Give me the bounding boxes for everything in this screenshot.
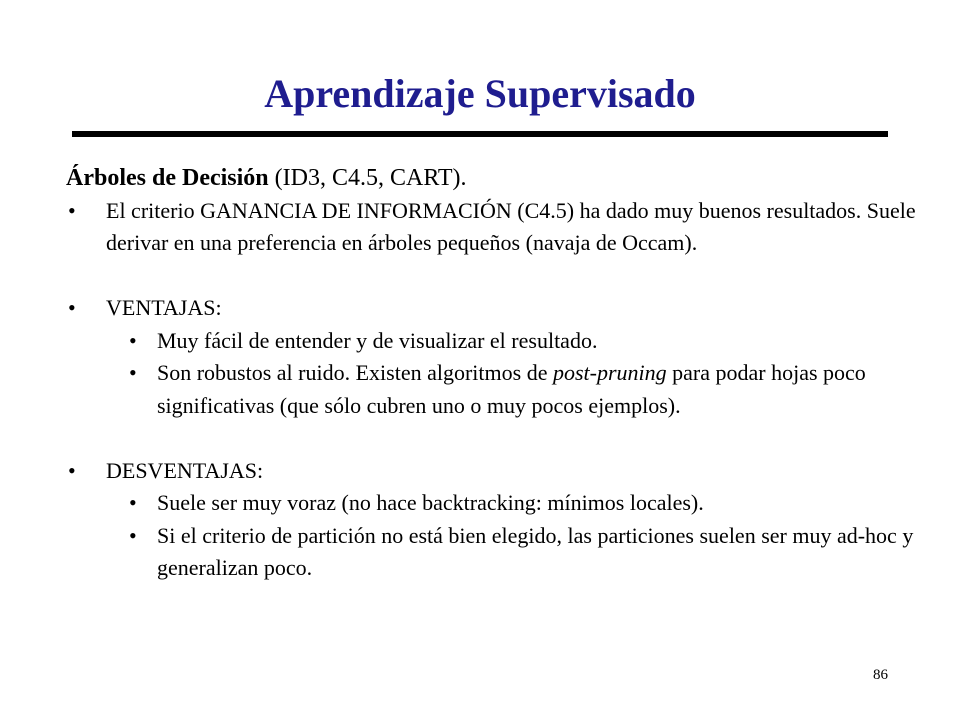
slide-title: Aprendizaje Supervisado (264, 71, 696, 116)
sub-item-text-before: Son robustos al ruido. Existen algoritmos de (157, 360, 553, 385)
sub-item-text: Suele ser muy voraz (no hace backtracking: mínimos locales). (157, 490, 704, 515)
sub-item-desventaja-2 (66, 520, 916, 585)
title-underline (72, 131, 888, 137)
bullet-item-desventajas (66, 455, 916, 488)
bullet-item-criterio (66, 195, 916, 260)
section-heading-rest: (ID3, C4.5, CART). (268, 165, 467, 191)
spacer (66, 422, 916, 455)
sub-item-text: Muy fácil de entender y de visualizar el resultado. (157, 327, 598, 353)
sub-item-text-after: para podar hojas poco significativas (que sólo cubren uno o muy pocos ejemplos). (157, 360, 866, 418)
bullet-icon: • (129, 327, 137, 353)
sub-item-text-italic: post-pruning (552, 360, 667, 385)
sub-item-desventaja-1 (66, 487, 916, 520)
sub-item-ventaja-2 (66, 357, 916, 422)
slide-body (66, 162, 916, 585)
spacer (66, 260, 916, 293)
page-number: 86 (873, 667, 888, 683)
bullet-icon: • (68, 457, 76, 483)
bullet-icon: • (68, 295, 76, 320)
ventajas-label: VENTAJAS: (106, 295, 222, 320)
bullet-item-text: El criterio GANANCIA DE INFORMACIÓN (C4.5) ha dado muy buenos resultados. Suele derivar en una preferencia en árboles pequeños (navaja de Occam). (106, 197, 916, 255)
sub-item-text: Si el criterio de partición no está bien elegido, las particiones suelen ser muy ad-hoc y generalizan poco. (157, 522, 914, 580)
bullet-icon: • (129, 490, 137, 515)
bullet-icon: • (129, 522, 137, 548)
sub-item-ventaja-1 (66, 325, 916, 358)
bullet-item-ventajas (66, 292, 916, 325)
desventajas-label: DESVENTAJAS: (106, 457, 264, 483)
section-heading (66, 162, 916, 195)
section-heading-bold: Árboles de Decisión (66, 165, 269, 191)
bullet-icon: • (129, 360, 137, 385)
bullet-icon: • (68, 197, 76, 223)
